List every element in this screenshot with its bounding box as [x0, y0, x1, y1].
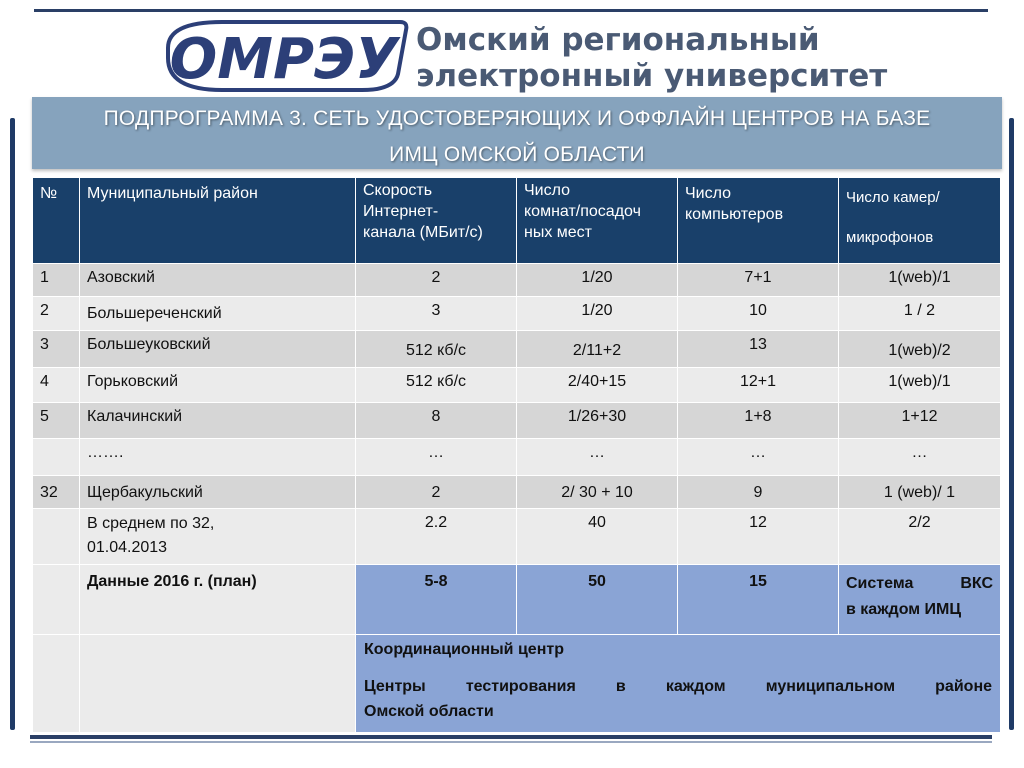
cell-num: 2 — [33, 297, 80, 331]
cell-num — [33, 439, 80, 476]
cell-num — [33, 635, 80, 733]
cell-computers: 1+8 — [678, 403, 839, 439]
right-border — [1009, 118, 1014, 730]
header-rooms-line-2: комнат/посадоч — [524, 203, 641, 220]
table-row — [33, 403, 1001, 439]
cell-cameras — [839, 565, 1001, 635]
header-speed — [356, 178, 517, 264]
average-label-line-2: 01.04.2013 — [87, 539, 168, 556]
bottom-rule-thin — [30, 741, 992, 743]
left-border — [10, 118, 15, 730]
table-header-row — [33, 178, 1001, 264]
cell-computers: … — [678, 439, 839, 476]
cell-rooms: 2/ 30 + 10 — [517, 476, 678, 509]
cell-cameras: 1 (web)/ 1 — [839, 476, 1001, 509]
cell-rooms: 2/11+2 — [517, 331, 678, 368]
cell-computers: 10 — [678, 297, 839, 331]
cell-num: 32 — [33, 476, 80, 509]
cell-computers: 13 — [678, 331, 839, 368]
cell-cameras: 1(web)/1 — [839, 368, 1001, 403]
plan-row — [33, 565, 1001, 635]
cell-rooms: 1/26+30 — [517, 403, 678, 439]
footer-row — [33, 635, 1001, 733]
cell-district: Большеуковский — [80, 331, 356, 368]
header-rooms-line-1: Число — [524, 182, 571, 199]
footer-line-1: Координационный центр — [364, 641, 564, 658]
cell-speed: 512 кб/с — [356, 331, 517, 368]
cell-speed: 2.2 — [356, 509, 517, 565]
cell-cameras: 1+12 — [839, 403, 1001, 439]
header-cameras — [839, 178, 1001, 264]
header-rooms-line-3: ных мест — [524, 224, 593, 241]
table-row — [33, 264, 1001, 297]
cell-rooms: 40 — [517, 509, 678, 565]
cell-rooms: 1/20 — [517, 297, 678, 331]
cell-speed: … — [356, 439, 517, 476]
header-computers-line-1: Число — [685, 185, 732, 202]
cell-cameras: 1(web)/2 — [839, 331, 1001, 368]
cell-district: Щербакульский — [80, 476, 356, 509]
cell-cameras: 1 / 2 — [839, 297, 1001, 331]
banner-title-line-2: ИМЦ ОМСКОЙ ОБЛАСТИ — [389, 143, 645, 166]
footer-line-3: Омской области — [364, 703, 494, 720]
cell-num: 1 — [33, 264, 80, 297]
plan-cameras-line-1: Система ВКС — [846, 575, 993, 592]
title-banner — [32, 97, 1002, 169]
average-label-line-1: В среднем по 32, — [87, 515, 215, 532]
top-rule — [34, 9, 988, 12]
cell-num: 5 — [33, 403, 80, 439]
cell-cameras: 2/2 — [839, 509, 1001, 565]
cell-district: Горьковский — [80, 368, 356, 403]
cell-computers: 12+1 — [678, 368, 839, 403]
cell-cameras: 1(web)/1 — [839, 264, 1001, 297]
cell-rooms: 2/40+15 — [517, 368, 678, 403]
logo-line-1: Омский региональный — [416, 22, 820, 58]
cell-rooms: 1/20 — [517, 264, 678, 297]
logo-line-2: электронный университет — [416, 58, 888, 94]
cell-computers: 7+1 — [678, 264, 839, 297]
cell-num: 3 — [33, 331, 80, 368]
logo-title — [416, 22, 887, 94]
bottom-rule — [30, 735, 992, 739]
header-cameras-line-1: Число камер/ — [846, 189, 940, 206]
cell-computers: 15 — [678, 565, 839, 635]
cell-computers: 12 — [678, 509, 839, 565]
header-speed-line-3: канала (МБит/с) — [363, 224, 483, 241]
header-speed-line-2: Интернет- — [363, 203, 439, 220]
header-rooms — [517, 178, 678, 264]
cell-rooms: 50 — [517, 565, 678, 635]
cell-speed: 3 — [356, 297, 517, 331]
header-speed-line-1: Скорость — [363, 182, 433, 199]
cell-speed: 2 — [356, 476, 517, 509]
cell-speed: 512 кб/с — [356, 368, 517, 403]
average-row — [33, 509, 1001, 565]
table-row — [33, 476, 1001, 509]
cell-speed: 5-8 — [356, 565, 517, 635]
centers-table — [32, 177, 1001, 733]
cell-speed: 2 — [356, 264, 517, 297]
cell-empty — [80, 635, 356, 733]
cell-district: ……. — [80, 439, 356, 476]
table-row — [33, 297, 1001, 331]
table-row — [33, 331, 1001, 368]
cell-district: Большереченский — [80, 297, 356, 331]
omreu-logo — [162, 18, 412, 94]
header-district: Муниципальный район — [80, 178, 356, 264]
cell-rooms: … — [517, 439, 678, 476]
cell-cameras: … — [839, 439, 1001, 476]
cell-computers: 9 — [678, 476, 839, 509]
footer-cell — [356, 635, 1001, 733]
cell-average-label — [80, 509, 356, 565]
header-computers — [678, 178, 839, 264]
header-num: № — [33, 178, 80, 264]
cell-plan-label: Данные 2016 г. (план) — [80, 565, 356, 635]
header-computers-line-2: компьютеров — [685, 206, 784, 223]
table-row — [33, 368, 1001, 403]
cell-num — [33, 509, 80, 565]
logo-wordmark: ОМРЭУ — [169, 27, 399, 92]
cell-district: Азовский — [80, 264, 356, 297]
cell-district: Калачинский — [80, 403, 356, 439]
cell-num: 4 — [33, 368, 80, 403]
banner-title-line-1: ПОДПРОГРАММА 3. СЕТЬ УДОСТОВЕРЯЮЩИХ И ОФФЛАЙН ЦЕНТРОВ НА БАЗЕ — [103, 107, 931, 130]
footer-line-2: Центры тестирования в каждом муниципальном районе — [364, 678, 992, 695]
table-row — [33, 439, 1001, 476]
cell-speed: 8 — [356, 403, 517, 439]
header-cameras-line-2: микрофонов — [846, 229, 934, 246]
cell-num — [33, 565, 80, 635]
plan-cameras-line-2: в каждом ИМЦ — [846, 601, 962, 618]
